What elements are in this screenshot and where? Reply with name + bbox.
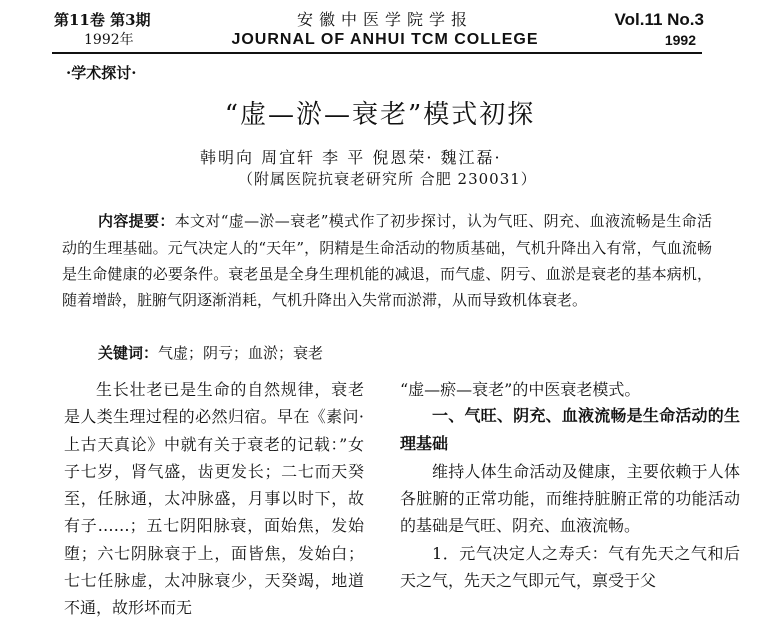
year-left: 1992年 bbox=[84, 32, 134, 48]
keywords-label: 关键词： bbox=[98, 345, 159, 362]
journal-name-cn: 安徽中医学院学报 bbox=[296, 10, 473, 29]
abstract-text: 本文对“虚—淤—衰老”模式作了初步探讨，认为气旺、阴充、血液流畅是生命活动的生理基础。元气决定人的“天年”，阴精是生命活动的物质基础，气机升降出入有常，气血流畅是生命健康的必要条件。衰老虽是全身生理机能的减退，而气虚、阴亏、血淤是衰老的基本病机，随着增龄，脏腑气阴逐渐消耗，气机升降出入失常而淤滞，从而导致机体衰老。 bbox=[62, 212, 712, 309]
volume-issue: 第11卷 第3期 bbox=[54, 11, 151, 29]
abstract-label: 内容提要： bbox=[98, 213, 175, 230]
article-title: “虚—淤—衰老”模式初探 bbox=[224, 100, 536, 130]
journal-name bbox=[195, 10, 575, 50]
body-column-left bbox=[64, 376, 364, 622]
authors: 韩明向 周宜轩 李 平 倪恩荣· 魏江磊· bbox=[200, 148, 502, 167]
body-paragraph: 生长壮老已是生命的自然规律，衰老是人类生理过程的必然归宿。早在《素问·上古天真论》中就有关于衰老的记载：”女子七岁，肾气盛，齿更发长；二七而天癸至，任脉通，太冲脉盛，月事以时下，故有子……；五七阴阳脉衰，面始焦，发始堕；六七阴脉衰于上，面皆焦，发始白；七七任脉虚，太冲脉衰少，天癸竭，地道不通，故形坏而无 bbox=[64, 380, 364, 618]
body-column-right bbox=[400, 376, 740, 594]
body-paragraph: 1．元气决定人之寿夭：气有先天之气和后天之气，先天之气即元气，禀受于父 bbox=[400, 543, 740, 591]
year-right: 1992 bbox=[664, 32, 696, 48]
keywords-text: 气虚；阴亏；血淤；衰老 bbox=[158, 344, 324, 362]
issue-info bbox=[54, 10, 151, 50]
vol-no: Vol.11 No.3 bbox=[614, 10, 704, 29]
body-paragraph: 维持人体生命活动及健康，主要依赖于人体各脏腑的正常功能，而维持脏腑正常的功能活动的基础是气旺、阴充、血液流畅。 bbox=[400, 461, 740, 536]
section-label: ·学术探讨· bbox=[66, 64, 137, 82]
body-paragraph-intro: “虚—瘀—衰老”的中医衰老模式。 bbox=[400, 380, 641, 399]
vol-info bbox=[615, 10, 704, 50]
affiliation: （附属医院抗衰老研究所 合肥 230031） bbox=[238, 170, 537, 188]
abstract bbox=[62, 208, 712, 313]
journal-name-en: JOURNAL OF ANHUI TCM COLLEGE bbox=[231, 31, 539, 48]
header-rule bbox=[52, 52, 702, 54]
section-heading: 一、气旺、阴充、血液流畅是生命活动的生理基础 bbox=[400, 408, 740, 453]
keywords bbox=[98, 342, 323, 363]
